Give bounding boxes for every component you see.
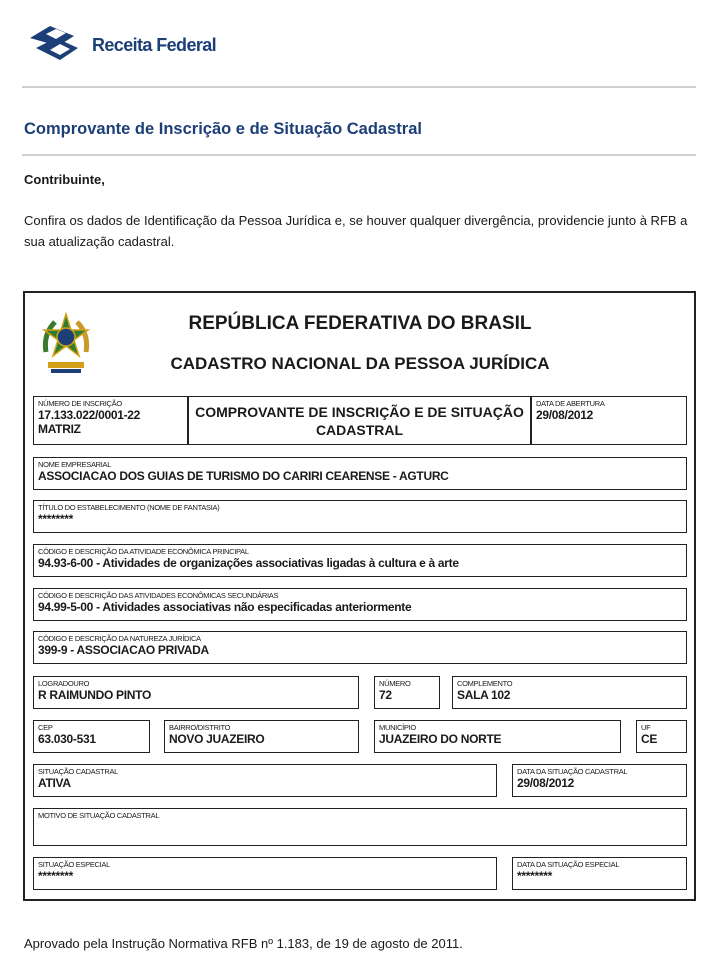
field-complemento xyxy=(452,676,687,709)
field-label: UF xyxy=(641,723,651,732)
field-label: SITUAÇÃO CADASTRAL xyxy=(38,767,119,776)
receita-logo-icon xyxy=(28,22,90,68)
brazil-coat-of-arms-icon xyxy=(41,312,91,380)
field-data-abertura xyxy=(531,396,687,445)
field-label: DATA DA SITUAÇÃO CADASTRAL xyxy=(517,767,628,776)
field-value: ******** xyxy=(38,869,73,883)
field-value: 17.133.022/0001-22 xyxy=(38,408,141,422)
field-cep xyxy=(33,720,150,753)
page-title: Comprovante de Inscrição e de Situação Cadastral xyxy=(24,120,422,138)
greeting: Contribuinte, xyxy=(24,172,105,187)
field-bairro xyxy=(164,720,359,753)
field-motivo-situacao xyxy=(33,808,687,846)
field-data-situacao xyxy=(512,764,687,797)
field-value: 399-9 - ASSOCIACAO PRIVADA xyxy=(38,643,209,657)
field-uf xyxy=(636,720,687,753)
field-value: 94.99-5-00 - Atividades associativas não especificadas anteriormente xyxy=(38,600,412,614)
receita-federal-logo xyxy=(28,22,216,68)
field-label: COMPLEMENTO xyxy=(457,679,513,688)
field-situacao-especial xyxy=(33,857,497,890)
field-label: NOME EMPRESARIAL xyxy=(38,460,112,469)
intro-text: Confira os dados de Identificação da Pessoa Jurídica e, se houver qualquer divergência, providencie junto à RFB a sua atualização cadastral. xyxy=(24,213,688,249)
field-atividades-secundarias xyxy=(33,588,687,621)
field-label: DATA DE ABERTURA xyxy=(536,399,605,408)
field-label: CÓDIGO E DESCRIÇÃO DA ATIVIDADE ECONÔMICA PRINCIPAL xyxy=(38,547,249,556)
field-value: NOVO JUAZEIRO xyxy=(169,732,265,746)
field-logradouro xyxy=(33,676,359,709)
field-situacao-cadastral xyxy=(33,764,497,797)
title-divider xyxy=(22,154,696,156)
field-label: CÓDIGO E DESCRIÇÃO DAS ATIVIDADES ECONÔMICAS SECUNDÁRIAS xyxy=(38,591,279,600)
header-divider xyxy=(22,86,696,88)
field-numero xyxy=(374,676,440,709)
field-value: ATIVA xyxy=(38,776,71,790)
footer-note: Aprovado pela Instrução Normativa RFB nº 1.183, de 19 de agosto de 2011. xyxy=(24,936,463,951)
field-value: 72 xyxy=(379,688,392,702)
field-doc-title: COMPROVANTE DE INSCRIÇÃO E DE SITUAÇÃO CADASTRAL xyxy=(188,396,531,445)
field-data-situacao-especial xyxy=(512,857,687,890)
field-label: MOTIVO DE SITUAÇÃO CADASTRAL xyxy=(38,811,160,820)
field-label: DATA DA SITUAÇÃO ESPECIAL xyxy=(517,860,620,869)
field-label: SITUAÇÃO ESPECIAL xyxy=(38,860,111,869)
republic-title: REPÚBLICA FEDERATIVA DO BRASIL xyxy=(188,313,532,334)
brand-name: Receita Federal xyxy=(92,34,217,55)
field-municipio xyxy=(374,720,621,753)
field-label: NÚMERO xyxy=(379,679,411,688)
field-value: 63.030-531 xyxy=(38,732,96,746)
field-inscricao xyxy=(33,396,188,445)
field-label: LOGRADOURO xyxy=(38,679,90,688)
field-label: NÚMERO DE INSCRIÇÃO xyxy=(38,399,122,408)
field-label: MUNICÍPIO xyxy=(379,723,416,732)
field-value: CE xyxy=(641,732,658,746)
field-nome-fantasia xyxy=(33,500,687,533)
field-value: SALA 102 xyxy=(457,688,511,702)
field-label: BAIRRO/DISTRITO xyxy=(169,723,231,732)
field-atividade-principal xyxy=(33,544,687,577)
field-label: CEP xyxy=(38,723,53,732)
field-value: 94.93-6-00 - Atividades de organizações associativas ligadas à cultura e à arte xyxy=(38,556,459,570)
field-label: CÓDIGO E DESCRIÇÃO DA NATUREZA JURÍDICA xyxy=(38,634,201,643)
field-value: ******** xyxy=(38,512,73,526)
field-value: ******** xyxy=(517,869,552,883)
field-value: R RAIMUNDO PINTO xyxy=(38,688,151,702)
field-value: 29/08/2012 xyxy=(536,408,594,422)
field-value: 29/08/2012 xyxy=(517,776,575,790)
cnpj-registry-title: CADASTRO NACIONAL DA PESSOA JURÍDICA xyxy=(170,354,550,373)
field-nome-empresarial xyxy=(33,457,687,490)
field-value: JUAZEIRO DO NORTE xyxy=(379,732,502,746)
field-value: ASSOCIACAO DOS GUIAS DE TURISMO DO CARIRI CEARENSE - AGTURC xyxy=(38,469,449,483)
field-value-matriz: MATRIZ xyxy=(38,422,81,436)
field-label: TÍTULO DO ESTABELECIMENTO (NOME DE FANTASIA) xyxy=(38,503,220,512)
field-natureza-juridica xyxy=(33,631,687,664)
